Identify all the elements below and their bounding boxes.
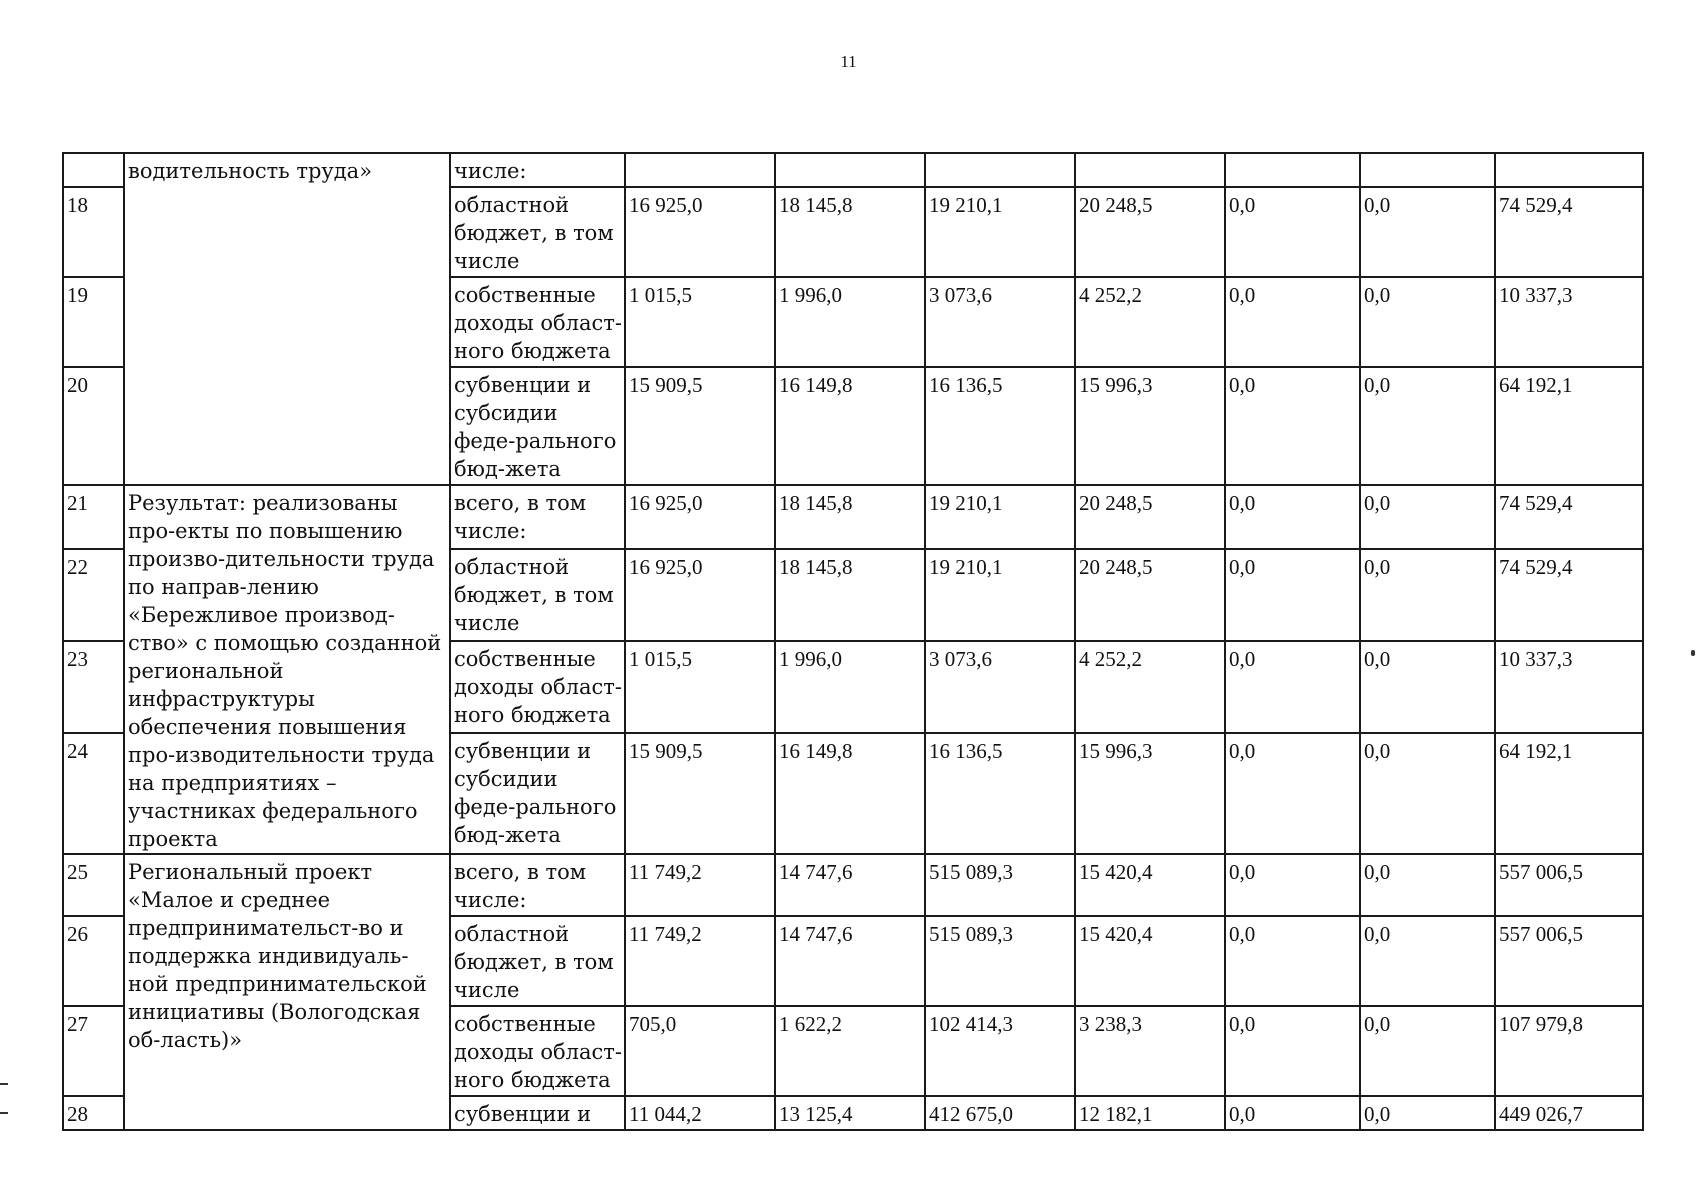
year-value: 15 909,5 [625,733,775,854]
year-value: 3 073,6 [925,277,1075,367]
year-value: 0,0 [1360,641,1495,733]
total-value [1495,153,1643,187]
year-value: 18 145,8 [775,549,925,641]
funding-source: субвенции и субсидии феде-рального бюд-жета [450,733,625,854]
year-value: 4 252,2 [1075,641,1225,733]
year-value: 15 909,5 [625,367,775,485]
year-value: 13 125,4 [775,1096,925,1130]
year-value: 0,0 [1225,549,1360,641]
year-value: 1 015,5 [625,641,775,733]
year-value: 0,0 [1225,1096,1360,1130]
year-value: 0,0 [1225,1006,1360,1096]
funding-source: областной бюджет, в том числе [450,549,625,641]
year-value: 18 145,8 [775,187,925,277]
row-number: 18 [63,187,124,277]
total-value: 557 006,5 [1495,854,1643,916]
year-value: 1 996,0 [775,277,925,367]
year-value [1360,153,1495,187]
year-value: 11 749,2 [625,916,775,1006]
table-row [63,153,1643,187]
year-value [775,153,925,187]
year-value [1075,153,1225,187]
year-value: 16 149,8 [775,733,925,854]
year-value: 20 248,5 [1075,549,1225,641]
year-value: 16 925,0 [625,485,775,549]
year-value: 14 747,6 [775,854,925,916]
year-value: 16 925,0 [625,549,775,641]
row-number: 23 [63,641,124,733]
total-value: 449 026,7 [1495,1096,1643,1130]
page-number: 11 [840,52,857,71]
year-value: 15 420,4 [1075,854,1225,916]
year-value: 705,0 [625,1006,775,1096]
program-name: Региональный проект «Малое и среднее предпринимательст-во и поддержка индивидуаль-ной предпринимательской инициативы (Вологодская об-ласть)» [124,854,450,1130]
row-number: 22 [63,549,124,641]
scan-mark [0,1112,8,1114]
total-value: 74 529,4 [1495,549,1643,641]
total-value: 107 979,8 [1495,1006,1643,1096]
funding-source: числе: [450,153,625,187]
year-value: 1 622,2 [775,1006,925,1096]
row-number [63,153,124,187]
funding-source: всего, в том числе: [450,854,625,916]
year-value: 515 089,3 [925,854,1075,916]
row-number: 19 [63,277,124,367]
year-value: 0,0 [1360,485,1495,549]
program-name: Результат: реализованы про-екты по повышению произво-дительности труда по направ-лению «Бережливое производ-ство» с помощью созданной региональной инфраструктуры обеспечения повышения про-изводительности труда на предприятиях – участниках федерального проекта [124,485,450,854]
total-value: 64 192,1 [1495,367,1643,485]
total-value: 74 529,4 [1495,187,1643,277]
row-number: 20 [63,367,124,485]
year-value: 0,0 [1360,733,1495,854]
total-value: 64 192,1 [1495,733,1643,854]
year-value: 18 145,8 [775,485,925,549]
year-value: 16 136,5 [925,367,1075,485]
total-value: 10 337,3 [1495,641,1643,733]
year-value: 16 149,8 [775,367,925,485]
year-value: 515 089,3 [925,916,1075,1006]
row-number: 25 [63,854,124,916]
funding-source: областной бюджет, в том числе [450,187,625,277]
funding-source: собственные доходы област-ного бюджета [450,1006,625,1096]
row-number: 27 [63,1006,124,1096]
year-value: 20 248,5 [1075,485,1225,549]
total-value: 10 337,3 [1495,277,1643,367]
year-value: 0,0 [1225,641,1360,733]
year-value: 0,0 [1360,1006,1495,1096]
year-value: 0,0 [1360,187,1495,277]
year-value: 0,0 [1225,485,1360,549]
year-value: 0,0 [1225,854,1360,916]
year-value: 19 210,1 [925,485,1075,549]
budget-table [62,152,1644,1131]
funding-source: всего, в том числе: [450,485,625,549]
year-value: 11 749,2 [625,854,775,916]
year-value: 412 675,0 [925,1096,1075,1130]
year-value: 4 252,2 [1075,277,1225,367]
row-number: 21 [63,485,124,549]
total-value: 557 006,5 [1495,916,1643,1006]
year-value: 0,0 [1225,277,1360,367]
funding-source: собственные доходы област-ного бюджета [450,641,625,733]
year-value: 3 238,3 [1075,1006,1225,1096]
year-value: 11 044,2 [625,1096,775,1130]
year-value: 0,0 [1360,277,1495,367]
year-value: 19 210,1 [925,549,1075,641]
year-value: 0,0 [1225,187,1360,277]
funding-source: областной бюджет, в том числе [450,916,625,1006]
year-value: 102 414,3 [925,1006,1075,1096]
table-row [63,485,1643,549]
funding-source: собственные доходы област-ного бюджета [450,277,625,367]
year-value [1225,153,1360,187]
year-value: 16 925,0 [625,187,775,277]
year-value: 15 996,3 [1075,367,1225,485]
year-value: 0,0 [1360,367,1495,485]
year-value: 12 182,1 [1075,1096,1225,1130]
scan-mark [1691,650,1695,656]
year-value: 19 210,1 [925,187,1075,277]
year-value: 1 996,0 [775,641,925,733]
year-value: 0,0 [1360,854,1495,916]
year-value: 15 420,4 [1075,916,1225,1006]
year-value: 0,0 [1225,367,1360,485]
year-value: 1 015,5 [625,277,775,367]
row-number: 24 [63,733,124,854]
total-value: 74 529,4 [1495,485,1643,549]
year-value: 0,0 [1360,549,1495,641]
year-value: 14 747,6 [775,916,925,1006]
funding-source: субвенции и [450,1096,625,1130]
row-number: 28 [63,1096,124,1130]
year-value: 0,0 [1225,916,1360,1006]
year-value: 0,0 [1360,916,1495,1006]
year-value: 16 136,5 [925,733,1075,854]
program-name: водительность труда» [124,153,450,485]
year-value [625,153,775,187]
row-number: 26 [63,916,124,1006]
year-value: 0,0 [1360,1096,1495,1130]
year-value [925,153,1075,187]
year-value: 15 996,3 [1075,733,1225,854]
year-value: 3 073,6 [925,641,1075,733]
year-value: 0,0 [1225,733,1360,854]
year-value: 20 248,5 [1075,187,1225,277]
funding-source: субвенции и субсидии феде-рального бюд-жета [450,367,625,485]
scan-mark [0,1083,8,1085]
table-row [63,854,1643,916]
